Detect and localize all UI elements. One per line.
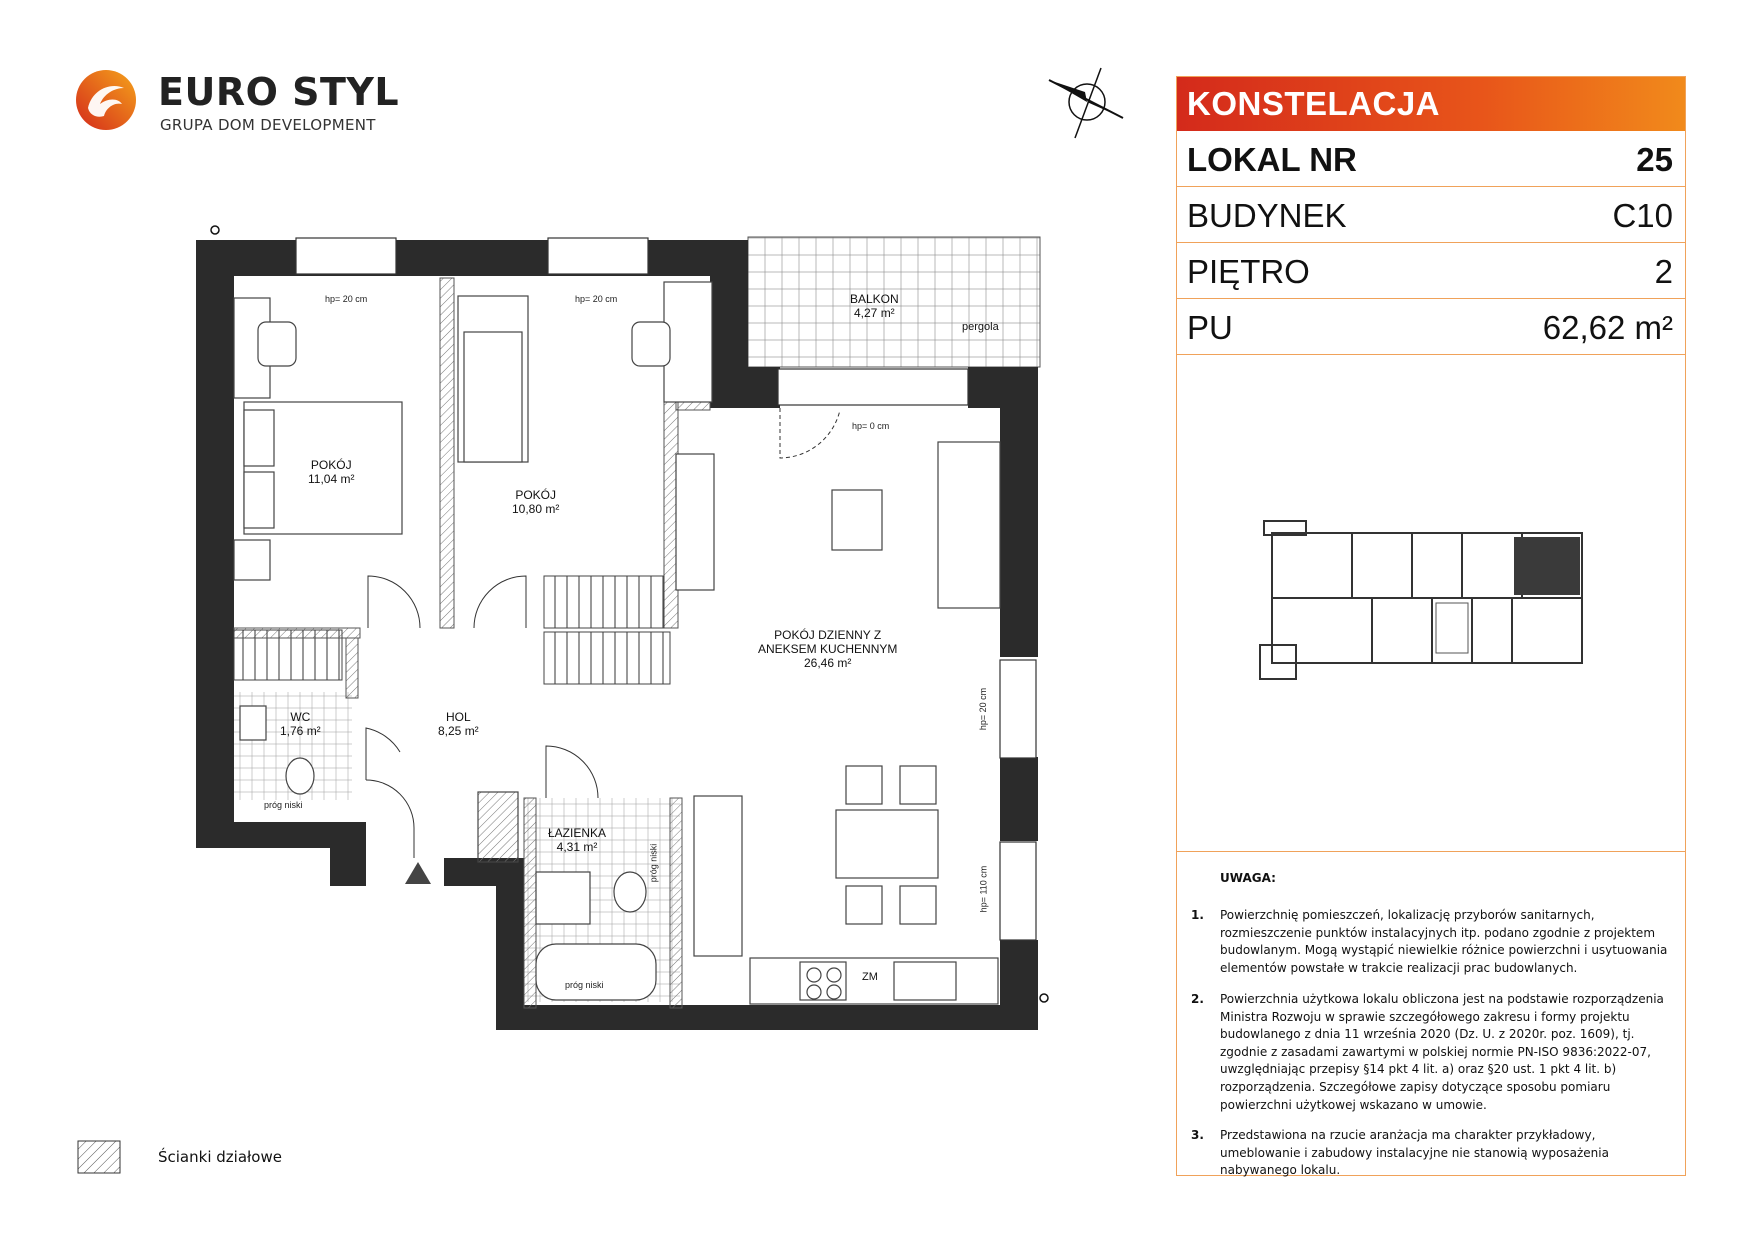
note-2: 2. Powierzchnia użytkowa lokalu obliczona jest na podstawie rozporządzenia Ministra Rozwoju w sprawie szczegółowego zakresu i formy projektu budowlanego z dnia 11 września 2020 (Dz. U. z 2020r. poz. 1609), tj. zgodnie z zasadami zawartymi w polskiej normie PN-ISO 9836:2022-07, uwzględniając przepisy §14 pkt 4 lit. a) oraz §20 ust. 1 pkt 4 lit. b) rozporządzenia. Szczegółowe zapisy dotyczące sposobu pomiaru powierzchni użytkowej wskazano w umowie. [1191, 992, 1664, 1112]
note-3: 3. Przedstawiona na rzucie aranżacja ma charakter przykładowy, umeblowanie i zabudowy instalacyjne nie stanowią wyposażenia nabywanego lokalu. [1191, 1128, 1609, 1178]
row-value: 25 [1636, 141, 1673, 178]
annotation-zm: ZM [862, 971, 878, 983]
row-pietro [1177, 243, 1685, 299]
brand-name: EURO STYL [158, 70, 400, 114]
room-label-wc: WC 1,76 m² [280, 710, 321, 738]
room-label-living: POKÓJ DZIENNY Z ANEKSEM KUCHENNYM 26,46 m² [758, 628, 898, 670]
row-label: PU [1187, 309, 1233, 346]
notes-title: UWAGA: [1220, 871, 1276, 885]
annotation-hp-2: hp= 20 cm [575, 294, 618, 304]
annotation-prog-3: próg niski [648, 843, 659, 883]
logo [74, 68, 400, 138]
coffee-table [832, 490, 882, 550]
room-label-balkon: BALKON 4,27 m² [850, 292, 899, 320]
legend-hatch-swatch [77, 1140, 121, 1174]
wc-toilet [286, 758, 314, 794]
fridge-column [694, 796, 742, 956]
annotation-hp-3: hp= 0 cm [852, 421, 890, 431]
row-label: BUDYNEK [1187, 197, 1347, 234]
floor-plan [190, 220, 1050, 1040]
room-label-hol: HOL 8,25 m² [438, 710, 479, 738]
washbasin [536, 872, 590, 924]
investment-header [1177, 77, 1685, 131]
note-1: 1. Powierzchnię pomieszczeń, lokalizację przyborów sanitarnych, rozmieszczenie punktów instalacyjnych itp. podano zgodnie z projektem budowlanym. Mogą wystąpić niewielkie różnice powierzchni i usytuowania elementów powstałe w trakcie realizacji prac budowlanych. [1191, 908, 1668, 975]
dining-table [836, 810, 938, 878]
row-lokal [1177, 131, 1685, 187]
row-label: LOKAL NR [1187, 141, 1357, 178]
key-plan [1252, 513, 1602, 688]
room-label-pokoj-2: POKÓJ 10,80 m² [512, 488, 560, 516]
chair-2 [632, 322, 670, 366]
euro-styl-logo-mark [74, 68, 138, 132]
annotation-prog-1: próg niski [264, 800, 303, 810]
annotation-hp-4: hp= 20 cm [978, 687, 989, 731]
sink [894, 962, 956, 1000]
desk-2 [664, 282, 712, 402]
annotation-prog-2: próg niski [565, 980, 604, 990]
row-value: C10 [1612, 197, 1673, 234]
row-pu [1177, 299, 1685, 355]
sofa [938, 442, 1000, 608]
shelf [676, 454, 714, 590]
wc-basin [240, 706, 266, 740]
entrance-arrow-icon [405, 862, 431, 884]
room-label-lazienka: ŁAZIENKA 4,31 m² [548, 826, 607, 854]
row-budynek [1177, 187, 1685, 243]
room-label-pokoj-1: POKÓJ 11,04 m² [308, 458, 355, 486]
toilet [614, 872, 646, 912]
annotation-hp-1: hp= 20 cm [325, 294, 368, 304]
investment-name: KONSTELACJA [1187, 85, 1441, 122]
row-value: 2 [1654, 253, 1673, 290]
chair [258, 322, 296, 366]
info-panel [1176, 76, 1686, 1176]
legend-label: Ścianki działowe [158, 1148, 282, 1166]
annotation-hp-5: hp= 110 cm [978, 865, 989, 913]
row-label: PIĘTRO [1187, 253, 1310, 290]
brand-subtitle: GRUPA DOM DEVELOPMENT [160, 116, 376, 134]
row-value: 62,62 m² [1542, 309, 1673, 346]
north-arrow-icon [1045, 66, 1125, 142]
annotation-pergola: pergola [962, 321, 999, 333]
